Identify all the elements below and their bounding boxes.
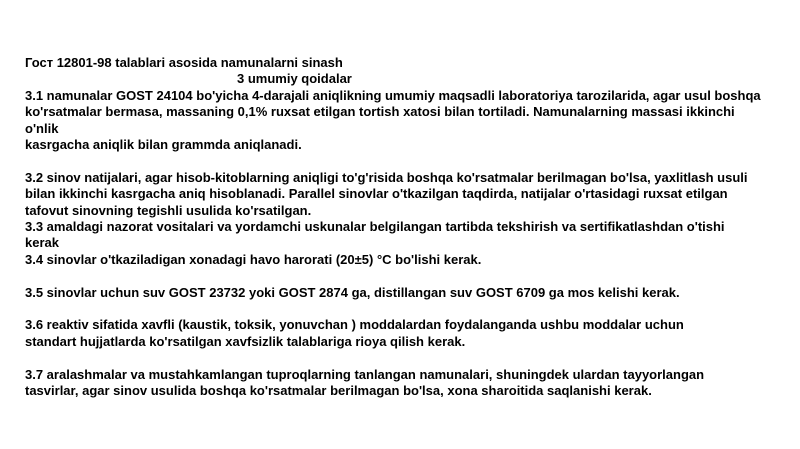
paragraph-3-6	[25, 317, 785, 350]
paragraph-line: 3.4 sinovlar o'tkaziladigan xonadagi havo harorati (20±5) °C bo'lishi kerak.	[25, 251, 482, 267]
paragraph-line: o'nlik	[25, 120, 59, 136]
section-heading: 3 umumiy qoidalar	[237, 71, 352, 87]
paragraph-3-3	[25, 219, 785, 252]
paragraph-line: 3.5 sinovlar uchun suv GOST 23732 yoki GOST 2874 ga, distillangan suv GOST 6709 ga mos kelishi kerak.	[25, 284, 680, 300]
paragraph-3-4	[25, 252, 785, 268]
blank-line	[25, 301, 785, 317]
blank-line	[25, 268, 785, 284]
paragraph-3-5	[25, 285, 785, 301]
paragraph-3-1	[25, 88, 785, 154]
paragraph-line: standart hujjatlarda ko'rsatilgan xavfsizlik talablariga rioya qilish kerak.	[25, 333, 466, 349]
paragraph-line: 3.2 sinov natijalari, agar hisob-kitoblarning aniqligi to'g'risida boshqa ko'rsatmalar berilmagan bo'lsa, yaxlitlash usuli	[25, 169, 748, 185]
paragraph-line: kasrgacha aniqlik bilan grammda aniqlanadi.	[25, 137, 302, 153]
paragraph-line: ko'rsatmalar bermasa, massaning 0,1% ruxsat etilgan tortish xatosi bilan tortiladi. Namunalarning massasi ikkinchi	[25, 104, 735, 120]
paragraph-line: tasvirlar, agar sinov usulida boshqa ko'rsatmalar berilmagan bo'lsa, xona sharoitida saqlanishi kerak.	[25, 383, 652, 399]
paragraph-3-2	[25, 170, 785, 219]
blank-line	[25, 350, 785, 366]
paragraph-line: tafovut sinovning tegishli usulida ko'rsatilgan.	[25, 202, 312, 218]
paragraph-line: 3.6 reaktiv sifatida xavfli (kaustik, toksik, yonuvchan ) moddalardan foydalanganda ushbu moddalar uchun	[25, 317, 684, 333]
paragraph-line: kerak	[25, 235, 59, 251]
document-title: Гост 12801-98 talablari asosida namunalarni sinash	[25, 55, 343, 70]
paragraph-line: bilan ikkinchi kasrgacha aniq hisoblanadi. Parallel sinovlar o'tkazilgan taqdirda, natijalar o'rtasidagi ruxsat etilgan	[25, 186, 728, 202]
paragraph-line: 3.3 amaldagi nazorat vositalari va yordamchi uskunalar belgilangan tartibda tekshirish va sertifikatlashdan o'tishi	[25, 219, 725, 235]
paragraph-line: 3.7 aralashmalar va mustahkamlangan tuproqlarning tanlangan namunalari, shuningdek ulardan tayyorlangan	[25, 366, 705, 382]
document-body	[25, 55, 785, 399]
blank-line	[25, 153, 785, 169]
paragraph-line: 3.1 namunalar GOST 24104 bo'yicha 4-darajali aniqlikning umumiy maqsadli laboratoriya tarozilarida, agar usul boshqa	[25, 87, 761, 103]
paragraph-3-7	[25, 367, 785, 400]
